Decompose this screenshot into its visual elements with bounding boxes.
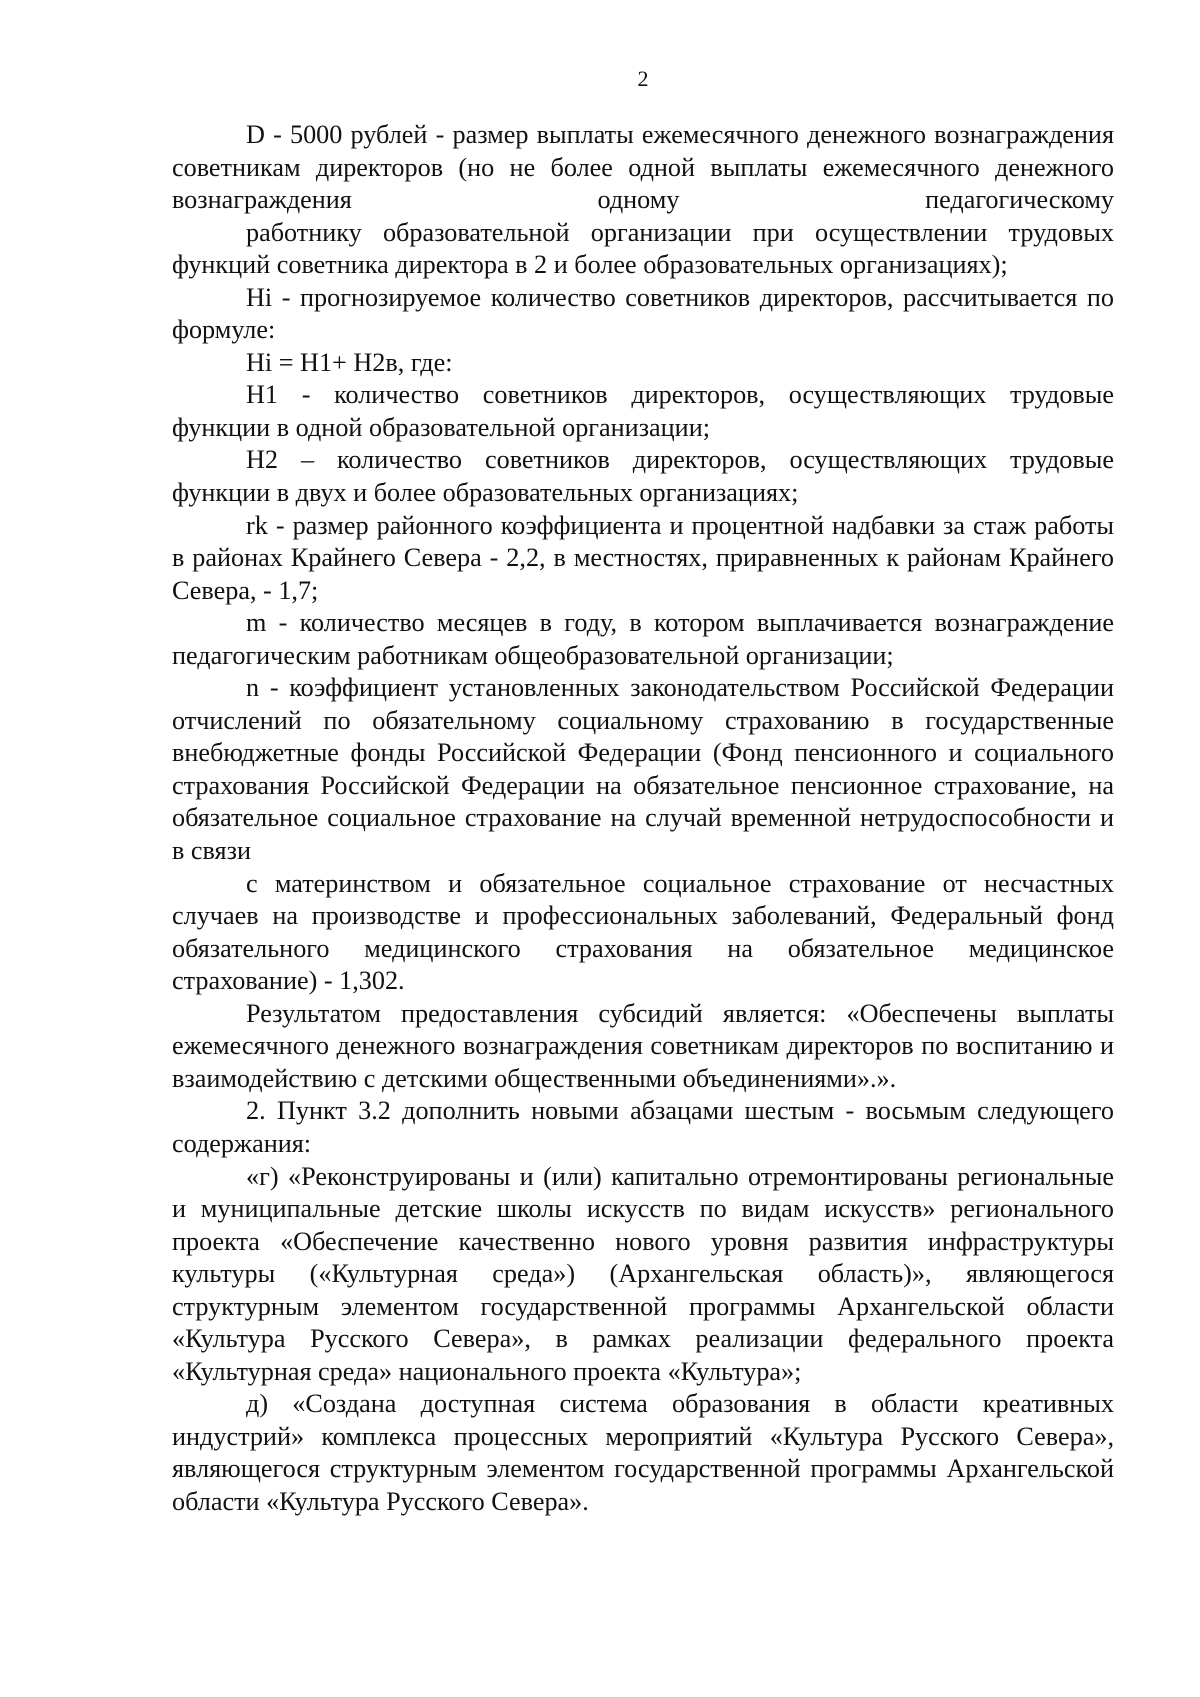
paragraph-6: H2 – количество советников директоров, осуществляющих трудовые функции в двух и более образовательных организациях; [172, 445, 1114, 508]
paragraph-10: с материнством и обязательное социальное страхование от несчастных случаев на производстве и профессиональных заболеваний, Федеральный фонд обязательного медицинского страхования на обязательное медицинское страхование) - 1,302. [172, 868, 1114, 996]
paragraph-5: H1 - количество советников директоров, осуществляющих трудовые функции в одной образовательной организации; [172, 380, 1114, 442]
paragraph-12: 2. Пункт 3.2 дополнить новыми абзацами шестым - восьмым следующего содержания: [172, 1096, 1114, 1158]
paragraph-7: rk - размер районного коэффициента и процентной надбавки за стаж работы в районах Крайнего Севера - 2,2, в местностях, приравненных к районам Крайнего Севера, - 1,7; [172, 510, 1114, 605]
page-number: 2 [637, 66, 649, 91]
paragraph-14: д) «Создана доступная система образования в области креативных индустрий» комплекса процессных мероприятий «Культура Русского Севера», являющегося структурным элементом государственной программы Архангельской области «Культура Русского Севера». [172, 1389, 1114, 1516]
paragraph-2: работнику образовательной организации при осуществлении трудовых функций советника директора в 2 и более образовательных организациях); [172, 217, 1114, 280]
paragraph-3: Hi - прогнозируемое количество советников директоров, рассчитывается по формуле: [172, 282, 1114, 345]
paragraph-1: D - 5000 рублей - размер выплаты ежемесячного денежного вознаграждения советникам директоров (но не более одной выплаты ежемесячного денежного вознаграждения одному педагогическому [172, 120, 1114, 215]
paragraph-13: «г) «Реконструированы и (или) капитально отремонтированы региональные и муниципальные детские школы искусств по видам искусств» регионального проекта «Обеспечение качественно нового уровня развития инфраструктуры культуры («Культурная среда») (Архангельская область)», являющегося структурным элементом государственной программы Архангельской области «Культура Русского Севера», в рамках реализации федерального проекта «Культурная среда» национального проекта «Культура»; [172, 1161, 1114, 1386]
document-body [172, 119, 1114, 1519]
paragraph-8: m - количество месяцев в году, в котором выплачивается вознаграждение педагогическим работникам общеобразовательной организации; [172, 608, 1114, 670]
paragraph-11: Результатом предоставления субсидий является: «Обеспечены выплаты ежемесячного денежного вознаграждения советникам директоров по воспитанию и взаимодействию с детскими общественными объединениями».». [172, 998, 1114, 1093]
paragraph-4: Hi = H1+ H2в, где: [246, 347, 453, 377]
paragraph-9: n - коэффициент установленных законодательством Российской Федерации отчислений по обязательному социальному страхованию в государственные внебюджетные фонды Российской Федерации (Фонд пенсионного и социального страхования Российской Федерации на обязательное пенсионное страхование, на обязательное социальное страхование на случай временной нетрудоспособности и в связи [172, 673, 1114, 866]
